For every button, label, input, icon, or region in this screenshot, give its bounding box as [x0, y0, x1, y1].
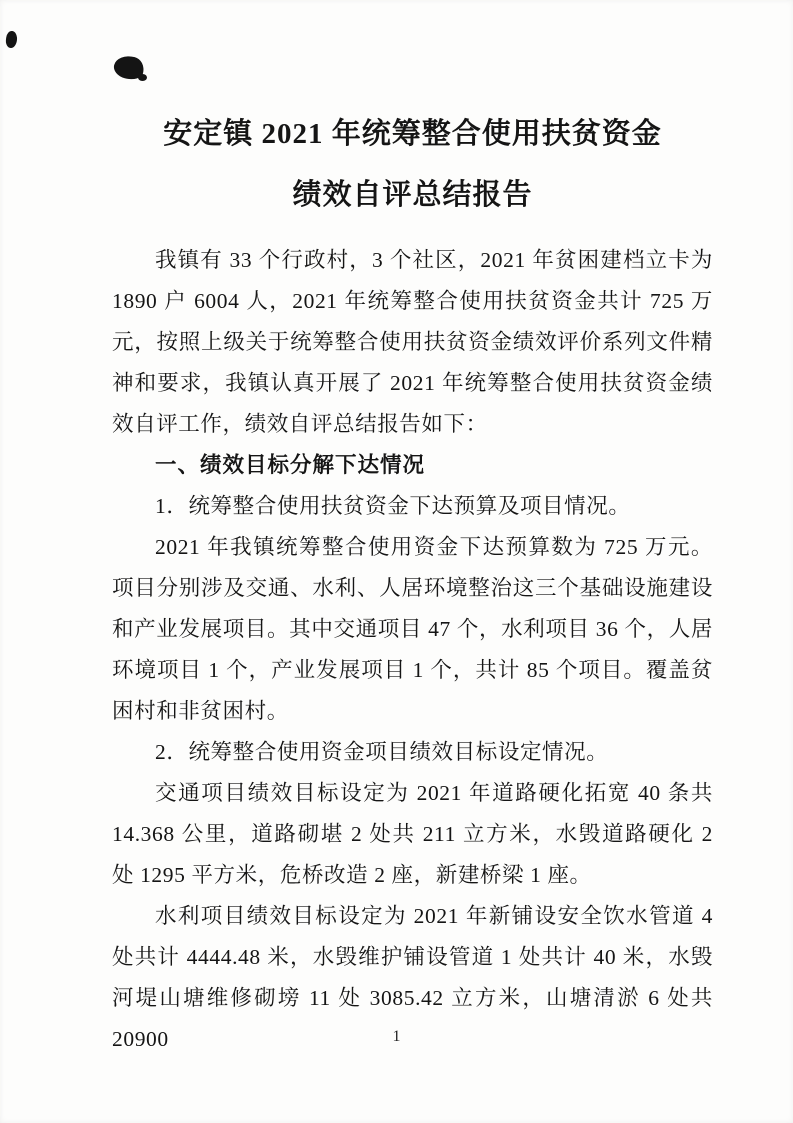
paragraph-intro: 我镇有 33 个行政村，3 个社区，2021 年贫困建档立卡为 1890 户 6004 人，2021 年统筹整合使用扶贫资金共计 725 万元，按照上级关于统筹整合使用扶贫资金绩效评价系列文件精神和要求，我镇认真开展了 2021 年统筹整合使用扶贫资金绩效自评工作，绩效自评总结报告如下： [112, 248, 713, 436]
document-content [112, 104, 713, 1060]
scan-artifact [138, 74, 147, 81]
list-item-1: 1．统筹整合使用扶贫资金下达预算及项目情况。 [155, 494, 631, 518]
page-number: 1 [392, 1028, 401, 1045]
paragraph-water-goals: 水利项目绩效目标设定为 2021 年新铺设安全饮水管道 4 处共计 4444.48 米，水毁维护铺设管道 1 处共计 40 米，水毁河堤山塘维修砌塝 11 处 3085.42 立方米，山塘清淤 6 处共 20900 [112, 904, 713, 1051]
document-title [112, 104, 713, 226]
title-line-2: 绩效自评总结报告 [292, 179, 533, 211]
paragraph-transport-goals: 交通项目绩效目标设定为 2021 年道路硬化拓宽 40 条共 14.368 公里，道路砌堪 2 处共 211 立方米，水毁道路硬化 2 处 1295 平方米，危桥改造 2 座，新建桥梁 1 座。 [112, 781, 713, 887]
title-line-1: 安定镇 2021 年统筹整合使用扶贫资金 [163, 118, 662, 150]
list-item-2: 2．统筹整合使用资金项目绩效目标设定情况。 [155, 740, 609, 764]
scan-artifact [5, 30, 18, 48]
paragraph-budget: 2021 年我镇统筹整合使用资金下达预算数为 725 万元。项目分别涉及交通、水利、人居环境整治这三个基础设施建设和产业发展项目。其中交通项目 47 个，水利项目 36 个，人居环境项目 1 个，产业发展项目 1 个，共计 85 个项目。覆盖贫困村和非贫困村。 [112, 535, 713, 723]
section-heading-1: 一、绩效目标分解下达情况 [155, 453, 426, 477]
